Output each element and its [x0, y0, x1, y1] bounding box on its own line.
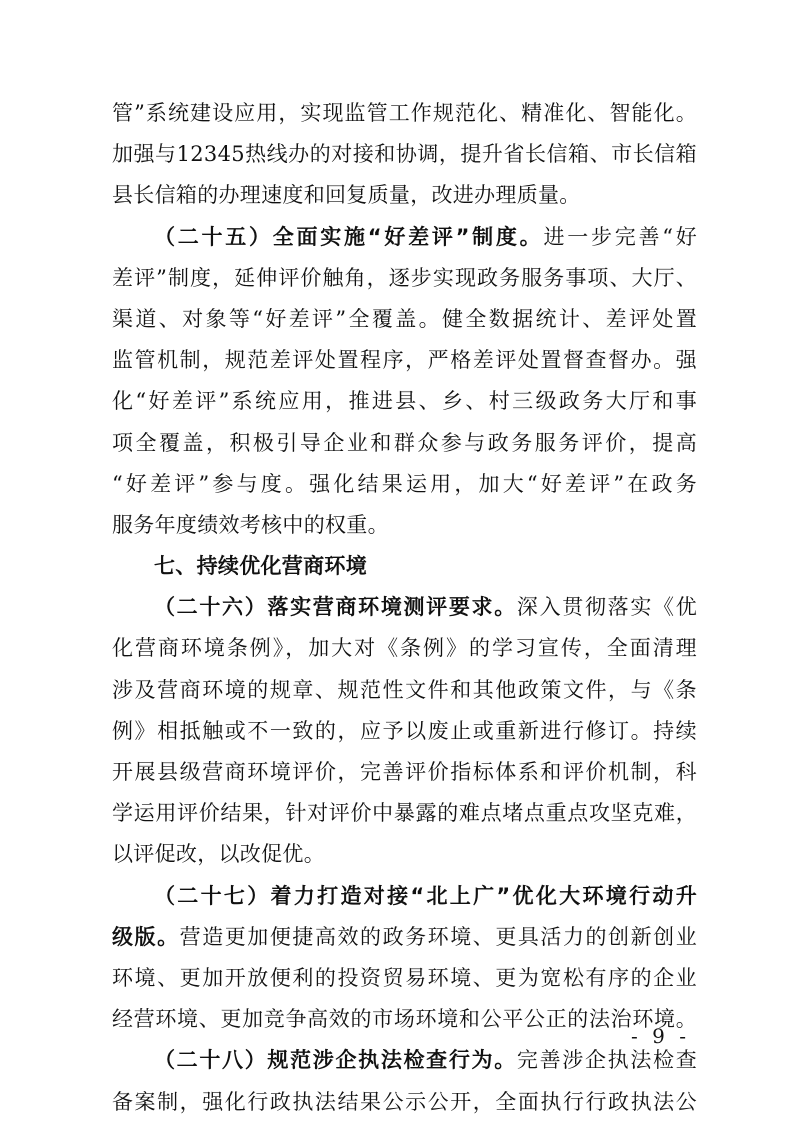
text-line: 渠道、对象等“好差评”全覆盖。健全数据统计、差评处置	[112, 306, 697, 331]
text-line: 服务年度绩效考核中的权重。	[112, 512, 389, 537]
section-heading-line: （二十六）落实营商环境测评要求。深入贯彻落实《优	[154, 595, 697, 620]
text-line: 化“好差评”系统应用，推进县、乡、村三级政务大厅和事	[112, 389, 697, 414]
text-line: “好差评”参与度。强化结果运用，加大“好差评”在政务	[112, 471, 697, 496]
text-line: 加强与12345热线办的对接和协调，提升省长信箱、市长信箱	[112, 142, 697, 167]
text-line: 学运用评价结果，针对评价中暴露的难点堵点重点攻坚克难，	[112, 801, 697, 826]
section-heading: 级版。	[112, 924, 180, 949]
text-line: 备案制，强化行政执法结果公示公开，全面执行行政执法公	[112, 1089, 697, 1114]
text-line: 项全覆盖，积极引导企业和群众参与政务服务评价，提高	[112, 430, 697, 455]
text-line: 环境、更加开放便利的投资贸易环境、更为宽松有序的企业	[112, 965, 697, 990]
section-heading: （二十七）着力打造对接“北上广”优化大环境行动升	[154, 883, 697, 908]
text-line: 涉及营商环境的规章、规范性文件和其他政策文件，与《条	[112, 677, 697, 702]
chapter-heading-line	[112, 546, 697, 587]
chapter-heading: 七、持续优化营商环境	[154, 554, 367, 579]
section-heading: （二十六）落实营商环境测评要求。	[154, 595, 517, 620]
text-line: 县长信箱的办理速度和回复质量，改进办理质量。	[112, 183, 581, 208]
section-heading-line	[112, 876, 697, 917]
section-heading-line: （二十五）全面实施“好差评”制度。进一步完善“好	[154, 224, 697, 249]
text-line: 化营商环境条例》，加大对《条例》的学习宣传，全面清理	[112, 636, 697, 661]
section-heading-line: （二十八）规范涉企执法检查行为。完善涉企执法检查	[154, 1048, 697, 1073]
text-line: 差评”制度，延伸评价触角，逐步实现政务服务事项、大厅、	[112, 265, 697, 290]
section-heading: （二十八）规范涉企执法检查行为。	[154, 1048, 517, 1073]
text-line: 以评促改，以改促优。	[112, 842, 325, 867]
body-text	[112, 93, 697, 1123]
page-number: - 9 -	[631, 1024, 690, 1048]
section-heading: （二十五）全面实施“好差评”制度。	[154, 224, 544, 249]
text-line: 级版。营造更加便捷高效的政务环境、更具活力的创新创业	[112, 924, 697, 949]
text-line: 例》相抵触或不一致的，应予以废止或重新进行修订。持续	[112, 718, 697, 743]
text-line: 开展县级营商环境评价，完善评价指标体系和评价机制，科	[112, 760, 697, 784]
text-line: 经营环境、更加竞争高效的市场环境和公平公正的法治环境。	[112, 1007, 697, 1032]
text-line: 监管机制，规范差评处置程序，严格差评处置督查督办。强	[112, 348, 697, 373]
text-line: 管”系统建设应用，实现监管工作规范化、精准化、智能化。	[112, 101, 697, 125]
